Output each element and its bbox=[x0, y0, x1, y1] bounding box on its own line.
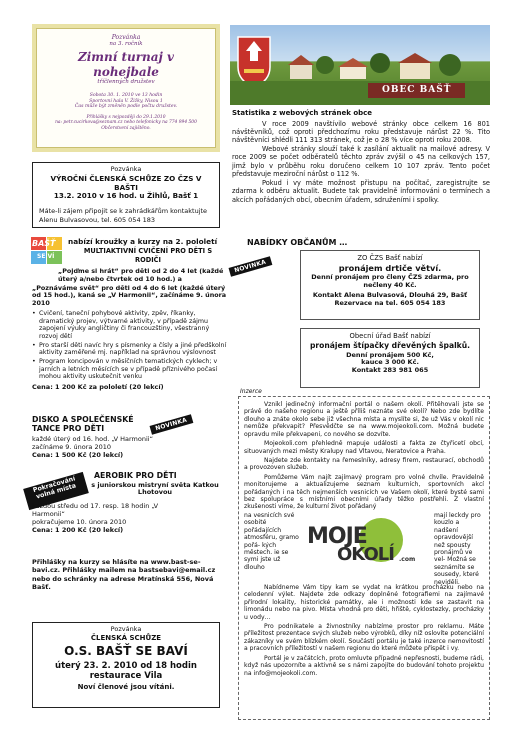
offer-splitter-price: Denní pronájem 500 Kč, bbox=[346, 350, 434, 359]
advert-label: Inzerce bbox=[240, 388, 262, 395]
tournament-contact-2: na: petr.cucirkova@seznam.cz nebo telefonicky na 774 994 500 bbox=[55, 120, 197, 126]
disko-title: DISKO A SPOLEČENSKÉ TANCE PRO DĚTI bbox=[32, 415, 134, 434]
advert-paragraph-4: Pomůžeme Vám najít zajímavý program pro volné chvíle. Pravidelně monitorujeme a aktualizujeme seznam kulturních, sportovních akcí pořádaných i na těch nejmenších vesnicích ve Vašem okolí, které bysté sami bez spolupráce s místními obecními úřady těžko postřehli. Z vlastní zkušenosti víme, že kulturní život pořádaný bbox=[244, 473, 484, 511]
advert-paragraph-1: Vznikl jedinečný informační portál o našem okolí. Přitěhovali jste se právě do našeho regionu a ještě příliš neznáte své okolí? Nebo zde bydlíte dlouho a znáte okolo sebe již všechna místa a myslíte si, že už Vás v okolí nic nemůže překvapit? Přesvědčte se na www.mojeokoli.com. Možná budete opravdu mile překvapeni, co nového se dozvíte. bbox=[244, 401, 484, 438]
tournament-invite-label: Pozvánka bbox=[111, 34, 141, 41]
tournament-round: na 3. ročník bbox=[109, 41, 143, 48]
tournament-invitation bbox=[32, 24, 220, 152]
bast-se-bavi-logo bbox=[30, 236, 64, 266]
offer-chipper-contact: Kontakt Alena Bulvasová, Dlouhá 29, Bašť bbox=[312, 291, 468, 300]
advert-paragraph-3: Najdete zde kontakty na řemeslníky, adresy firem, restaurací, obchodů a provozoven služeb. bbox=[244, 456, 484, 472]
kids-course-2: „Poznáváme svět“ pro děti od 4 do 6 let (každé úterý od 15 hod.), kaná se „V Harmonii“, začínáme 9. února 2010 bbox=[32, 283, 227, 308]
tournament-subtitle: tříčlenných družstev bbox=[97, 79, 155, 86]
mojeokoli-logo-com: .com bbox=[399, 555, 416, 563]
advert-paragraph-6: Pro podnikatele a živnostníky nabízíme prostor pro reklamu. Máte příležitost prezentace svých služeb nebo výrobků, díky níž oslovíte potenciální zákazníky ve svém blízkém okolí. Součástí portálu je také inzerce nemovitostí a pracovních příležitostí v našem regionu do které můžete přispět i vy. bbox=[244, 623, 484, 653]
disko-when: každé úterý od 16. hod. „V Harmonii“ bbox=[32, 434, 153, 443]
mojeokoli-logo-okoli: OKOLÍ bbox=[337, 543, 394, 565]
offer-chipper-from: ZO ČZS Bašť nabízí bbox=[357, 254, 423, 262]
os-meeting-title-2: O.S. BAŠŤ SE BAVÍ bbox=[64, 644, 188, 659]
web-stats-title: Statistika z webových stránek obce bbox=[232, 109, 373, 117]
offer-chipper-price: Denní pronájem pro členy ČZS zdarma, pro nečleny 40 Kč. bbox=[311, 273, 469, 290]
disko-start: začínáme 9. února 2010 bbox=[32, 442, 112, 451]
tournament-contact-3: Občerstvení zajištěno. bbox=[101, 125, 151, 131]
aerobic-badge-text: Pokračování volná místa bbox=[32, 475, 77, 501]
advert-paragraph-5: Nabídneme Vám tipy kam se vydat na krátkou procházku nebo na celodenní výlet. Najdete zde odkazy doplněné fotografiemi na zajímavé přírodní lokality, historické památky, ale i možnosti kde se zastavit na limonádu nebo na pivo. Místa vhodná pro děti, hřiště, cyklostezky, procházky u vody… bbox=[244, 583, 484, 621]
os-meeting-date: úterý 23. 2. 2010 od 18 hodin bbox=[55, 661, 197, 672]
offer-splitter-from: Obecní úřad Bašť nabízí bbox=[349, 332, 431, 340]
aerobic-price: Cena: 1 200 Kč (20 lekcí) bbox=[32, 526, 124, 535]
offer-chipper-title: pronájem drtiče větví. bbox=[338, 263, 442, 274]
aerobic-title: AEROBIK PRO DĚTI bbox=[94, 471, 177, 480]
coat-of-arms-icon bbox=[238, 37, 270, 87]
offer-splitter-deposit: kauce 3 000 Kč. bbox=[361, 358, 419, 367]
kids-signup: Přihlášky na kurzy se hlásíte na www.bast-se-bavi.cz. Přihlášky mailem na bastsebavi@email.cz nebo do schránky na adrese Mratínská 556, Nová Bašť. bbox=[32, 558, 216, 592]
kids-bullet-2: • Pro starší děti navíc hry s písmenky a čísly a jiné předškolní aktivity zaměřené mj. například na správnou výslovnost bbox=[32, 342, 230, 357]
advert-paragraph-7: Portál je v začátcích, proto omluvte případné nepřesnosti, budeme rádi, když nás upozorníte a aktivně se s námi zapojíte do budování tohoto projektu na info@mojeokoli.com. bbox=[244, 654, 484, 677]
tournament-contact-1: Přihlášky s nejpozději do 29.1.2010 bbox=[86, 114, 166, 120]
os-meeting-title-1: ČLENSKÁ SCHŮZE bbox=[90, 633, 162, 642]
offer-splitter-title: pronájem štípačky dřevěných špalků. bbox=[309, 341, 471, 351]
czs-meeting-invitation bbox=[32, 162, 220, 228]
offer-splitter-contact: Kontakt 283 981 065 bbox=[351, 366, 429, 375]
tournament-date: Sobota 30. 1. 2010 ve 13 hodin bbox=[89, 92, 163, 98]
czs-invite-label: Pozvánka bbox=[110, 165, 142, 173]
aerobic-when: každou středu od 17. resp. 18 hodin „V Harmonii“ bbox=[32, 502, 159, 519]
aerobic-continue: pokračujeme 10. února 2010 bbox=[32, 518, 127, 527]
czs-meeting-date: 13.2. 2010 v 16 hod. u Žihlů, Bašť 1 bbox=[53, 191, 199, 201]
kids-course-1: „Pojďme si hrát“ pro děti od 2 do 4 let (každé úterý a/nebo čtvrtek od 10 hod.) a bbox=[58, 267, 224, 283]
os-meeting-venue: restaurace Vila bbox=[89, 671, 163, 682]
kids-heading: nabízí kroužky a kurzy na 2. pololetí bbox=[68, 237, 218, 246]
kids-courses-body bbox=[32, 268, 230, 392]
logo-bast-text: BAŠŤ bbox=[32, 239, 56, 248]
offers-heading: NABÍDKY OBČANŮM … bbox=[247, 238, 348, 247]
mojeokoli-logo-moje: MOJE bbox=[307, 523, 367, 549]
czs-meeting-text: Máte-li zájem připojit se k zahrádkářům kontaktujte Alenu Bulvasovou, tel. 605 054 183 bbox=[39, 207, 208, 224]
logo-sevi-text: SE VÍ bbox=[37, 253, 55, 260]
obec-bast-banner bbox=[230, 25, 490, 105]
os-meeting-invitation bbox=[32, 622, 220, 708]
tournament-note: Čas může být změněn podle počtu družstev. bbox=[74, 104, 178, 110]
kids-price: Cena: 1 200 Kč za pololetí (20 lekcí) bbox=[32, 383, 164, 392]
disko-price: Cena: 1 500 Kč (20 lekcí) bbox=[32, 450, 124, 459]
os-invite-label: Pozvánka bbox=[110, 625, 142, 633]
offer-chipper-reservation: Rezervace na tel. 605 054 183 bbox=[334, 299, 446, 308]
web-stats-paragraph-3: Pokud i vy máte možnost přistupu na počítač, zaregistrujte se zdarma k odběru aktualit. Budete tak pravidelně informováni o termínech a akcích pořádaných obcí, obecním úřadem, sdruženími i spolky. bbox=[232, 179, 490, 204]
offer-chipper bbox=[300, 250, 480, 320]
aerobic-subtitle: s juniorskou mistryní světa Katkou Lhotovou bbox=[91, 480, 219, 497]
kids-new-badge: NOVINKA bbox=[229, 256, 272, 277]
web-stats-article bbox=[232, 109, 490, 204]
web-stats-paragraph-2: Webové stránky slouží také k zasílání aktualit na mailové adresy. V roce 2009 se počet odběratelů těchto zpráv zvýšil o 45 na celkových 157, jimž bylo v průběhu roku doručeno celkem 10 107 zpráv. Tento počet představuje meziroční nárůst o 112 %. bbox=[232, 145, 490, 178]
advert-paragraph-4-right: mají leckdy pro kouzlo a nadšení opravdovější než spousty pronájmů ve vel- Možná se seznámíte se sousedy, které neviděli. bbox=[434, 511, 481, 586]
web-stats-paragraph-1: V roce 2009 navštívilo webové stránky obce celkem 16 801 návštěvníků, což oproti předchozímu roku představuje nárůst 22 %. Tito návštěvníci shlédli 111 313 stránek, což je o 28 % více oproti roku 2008. bbox=[232, 119, 490, 144]
offer-splitter bbox=[300, 328, 480, 388]
kids-bullet-3: • Program koncipován v měsíčních tematických cyklech; v jarních a letních měsících se v případě příznivého počasí mohou aktivity uskutečnit venku bbox=[32, 358, 230, 381]
tournament-title: Zimní turnaj v nohejbale bbox=[77, 50, 175, 79]
obec-bast-banner-title: OBEC BAŠŤ bbox=[368, 83, 465, 98]
kids-multi-title: MULTIAKTIVNÍ CVIČENÍ PRO DĚTI S RODIČI bbox=[83, 247, 213, 264]
mojeokoli-logo bbox=[299, 512, 434, 582]
kids-bullet-1: • Cvičení, taneční pohybové aktivity, zpěv, říkanky, dramatický projev, výtvarné aktivity, v případě zájmu zapojení výuky angličtiny či francouzštiny, všestranný rozvoj dětí bbox=[32, 310, 230, 341]
disko-new-badge: NOVINKA bbox=[150, 414, 193, 435]
czs-meeting-title: VÝROČNÍ ČLENSKÁ SCHŮZE ZO ČZS V BAŠTI bbox=[50, 173, 202, 192]
aerobic-section bbox=[32, 471, 222, 535]
os-meeting-welcome: Noví členové jsou vítáni. bbox=[77, 682, 175, 691]
tournament-venue: Sportovní hala V. Žižky, Nisou 1 bbox=[89, 98, 163, 104]
disko-section bbox=[32, 415, 222, 459]
mojeokoli-advert bbox=[238, 396, 490, 720]
advert-paragraph-4-left: na vesnicích své osobité pořádajících atmosféru, gramo pořá- kých městech. ie se symi jste už dlouho bbox=[244, 511, 299, 571]
advert-paragraph-2: Mojeokoli.com přehledně mapuje události a fakta ze čtyřicetí obcí, situovaných mezi městy Kralupy nad Vltavou, Neratovice a Praha. bbox=[244, 440, 484, 455]
